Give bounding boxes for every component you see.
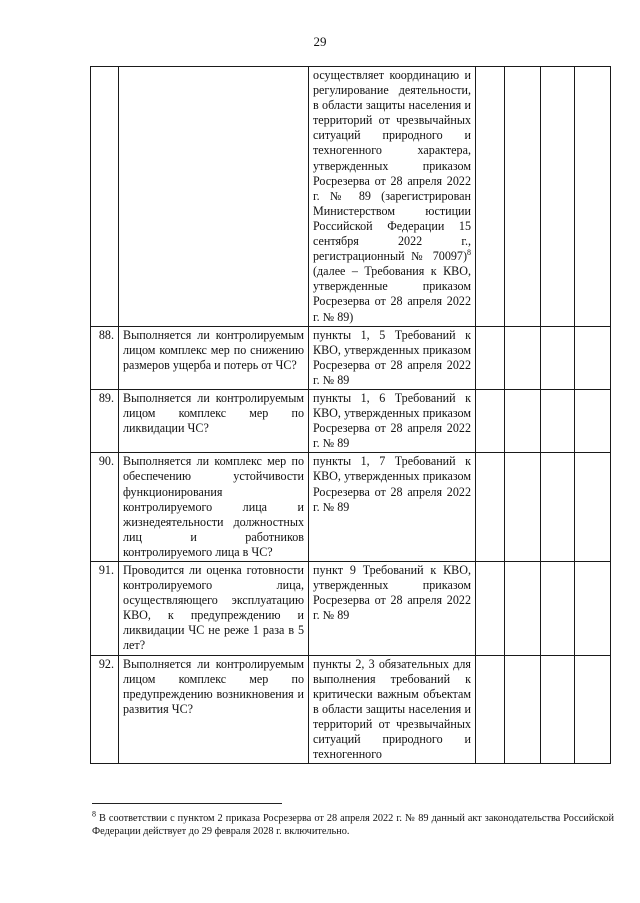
footnote-text: В соответствии с пунктом 2 приказа Росрезерва от 28 апреля 2022 г. № 89 данный акт законодательства Российской Федерации действует до 29 февраля 2028 г. включительно. [92, 813, 614, 837]
row-number: 92. [91, 655, 119, 764]
answer-na-cell [541, 655, 575, 764]
row-number: 88. [91, 326, 119, 389]
table-row [91, 562, 611, 656]
question-text: Выполняется ли контролируемым лицом комплекс мер по снижению размеров ущерба и потерь от ЧС? [119, 326, 309, 389]
answer-na-cell [541, 562, 575, 656]
note-cell [575, 389, 611, 452]
answer-na-cell [541, 326, 575, 389]
answer-na-cell [541, 389, 575, 452]
answer-no-cell [505, 562, 541, 656]
answer-yes-cell [476, 655, 505, 764]
answer-na-cell [541, 67, 575, 327]
requirement-text: пункты 2, 3 обязательных для выполнения требований к критически важным объектам в области защиты населения и территорий от чрезвычайных ситуаций природного и техногенного [309, 655, 476, 764]
row-number: 90. [91, 453, 119, 562]
footnote-divider [92, 803, 282, 804]
requirement-text: пункты 1, 7 Требований к КВО, утвержденных приказом Росрезерва от 28 апреля 2022 г. № 89 [309, 453, 476, 562]
requirement-text-tail: (далее – Требования к КВО, утвержденные приказом Росрезерва от 28 апреля 2022 г. № 89) [313, 264, 471, 324]
question-text: Выполняется ли контролируемым лицом комплекс мер по ликвидации ЧС? [119, 389, 309, 452]
answer-yes-cell [476, 67, 505, 327]
footnote-marker: 8 [92, 809, 96, 819]
requirement-text: осуществляет координацию и регулирование деятельности, в области защиты населения и территорий от чрезвычайных ситуаций природного и техногенного характера, утвержденных приказом Росрезерва от 28 апреля 2022 г. № 89 (зарегистрирован Министерством юстиции Российской Федерации 15 сентября 2022 г., регистрационный № 70097) [313, 68, 471, 264]
answer-no-cell [505, 326, 541, 389]
row-number-cell [91, 67, 119, 327]
footnote-reference: 8 [467, 248, 471, 258]
question-text: Выполняется ли комплекс мер по обеспечению устойчивости функционирования контролируемого лица и жизнедеятельности должностных лиц и работников контролируемого лица в ЧС? [119, 453, 309, 562]
page-number: 29 [313, 34, 327, 49]
row-number: 91. [91, 562, 119, 656]
requirement-cell [309, 67, 476, 327]
note-cell [575, 326, 611, 389]
footnote [92, 809, 614, 838]
table-row [91, 655, 611, 764]
requirement-text: пункты 1, 6 Требований к КВО, утвержденных приказом Росрезерва от 28 апреля 2022 г. № 89 [309, 389, 476, 452]
row-number: 89. [91, 389, 119, 452]
answer-no-cell [505, 389, 541, 452]
note-cell [575, 562, 611, 656]
note-cell [575, 655, 611, 764]
answer-yes-cell [476, 389, 505, 452]
question-text: Выполняется ли контролируемым лицом комплекс мер по предупреждению возникновения и развития ЧС? [119, 655, 309, 764]
answer-no-cell [505, 67, 541, 327]
table-row [91, 389, 611, 452]
note-cell [575, 453, 611, 562]
answer-no-cell [505, 453, 541, 562]
answer-na-cell [541, 453, 575, 562]
answer-yes-cell [476, 562, 505, 656]
requirement-text: пункты 1, 5 Требований к КВО, утвержденных приказом Росрезерва от 28 апреля 2022 г. № 89 [309, 326, 476, 389]
table-row [91, 326, 611, 389]
checklist-table [90, 66, 611, 764]
question-cell [119, 67, 309, 327]
answer-yes-cell [476, 326, 505, 389]
table-row-continuation [91, 67, 611, 327]
answer-yes-cell [476, 453, 505, 562]
requirement-text: пункт 9 Требований к КВО, утвержденных приказом Росрезерва от 28 апреля 2022 г. № 89 [309, 562, 476, 656]
note-cell [575, 67, 611, 327]
table-row [91, 453, 611, 562]
question-text: Проводится ли оценка готовности контролируемого лица, осуществляющего эксплуатацию КВО, к предупреждению и ликвидации ЧС не реже 1 раза в 5 лет? [119, 562, 309, 656]
answer-no-cell [505, 655, 541, 764]
